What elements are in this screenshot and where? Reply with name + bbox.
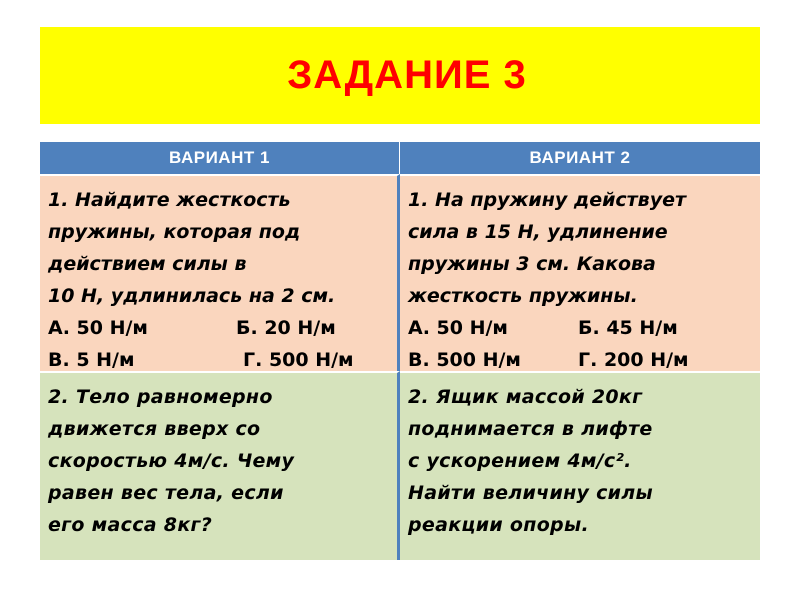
question-line: действием силы в [48, 253, 247, 275]
task-table [40, 142, 760, 560]
answer-option: Б. 20 Н/м [236, 317, 336, 339]
answer-option: В. 5 Н/м [48, 349, 135, 371]
answer-option: В. 500 Н/м [408, 349, 521, 371]
answer-option: А. 50 Н/м [48, 317, 148, 339]
answer-row [48, 312, 391, 344]
answer-option: А. 50 Н/м [408, 317, 508, 339]
question-line: реакции опоры. [408, 514, 589, 536]
question-line: сила в 15 Н, удлинение [408, 221, 668, 243]
title-banner [40, 27, 760, 124]
variant1-header: ВАРИАНТ 1 [40, 142, 400, 174]
question-line: 1. На пружину действует [408, 189, 686, 211]
answer-option: Г. 500 Н/м [243, 349, 354, 371]
variant2-question2 [400, 371, 760, 560]
question-line: Найти величину силы [408, 482, 653, 504]
question-line: пружины, которая под [48, 221, 301, 243]
variant2-header: ВАРИАНТ 2 [400, 142, 760, 174]
question-line: его масса 8кг? [48, 514, 213, 536]
question-line: поднимается в лифте [408, 418, 653, 440]
slide-title: ЗАДАНИЕ 3 [287, 53, 527, 97]
question-line: равен вес тела, если [48, 482, 284, 504]
variant1-question1 [40, 174, 400, 371]
question-line: с ускорением 4м/с². [408, 450, 632, 472]
question-line: жесткость пружины. [408, 285, 638, 307]
question-line: 2. Ящик массой 20кг [408, 386, 643, 408]
question-line: 2. Тело равномерно [48, 386, 273, 408]
answer-option: Б. 45 Н/м [578, 317, 678, 339]
variant1-question2 [40, 371, 400, 560]
question-line: скоростью 4м/с. Чему [48, 450, 295, 472]
question-line: 10 Н, удлинилась на 2 см. [48, 285, 336, 307]
answer-row [408, 312, 754, 344]
question-line: движется вверх со [48, 418, 261, 440]
question-line: 1. Найдите жесткость [48, 189, 291, 211]
answer-option: Г. 200 Н/м [578, 349, 689, 371]
question-line: пружины 3 см. Какова [408, 253, 656, 275]
variant2-question1 [400, 174, 760, 371]
